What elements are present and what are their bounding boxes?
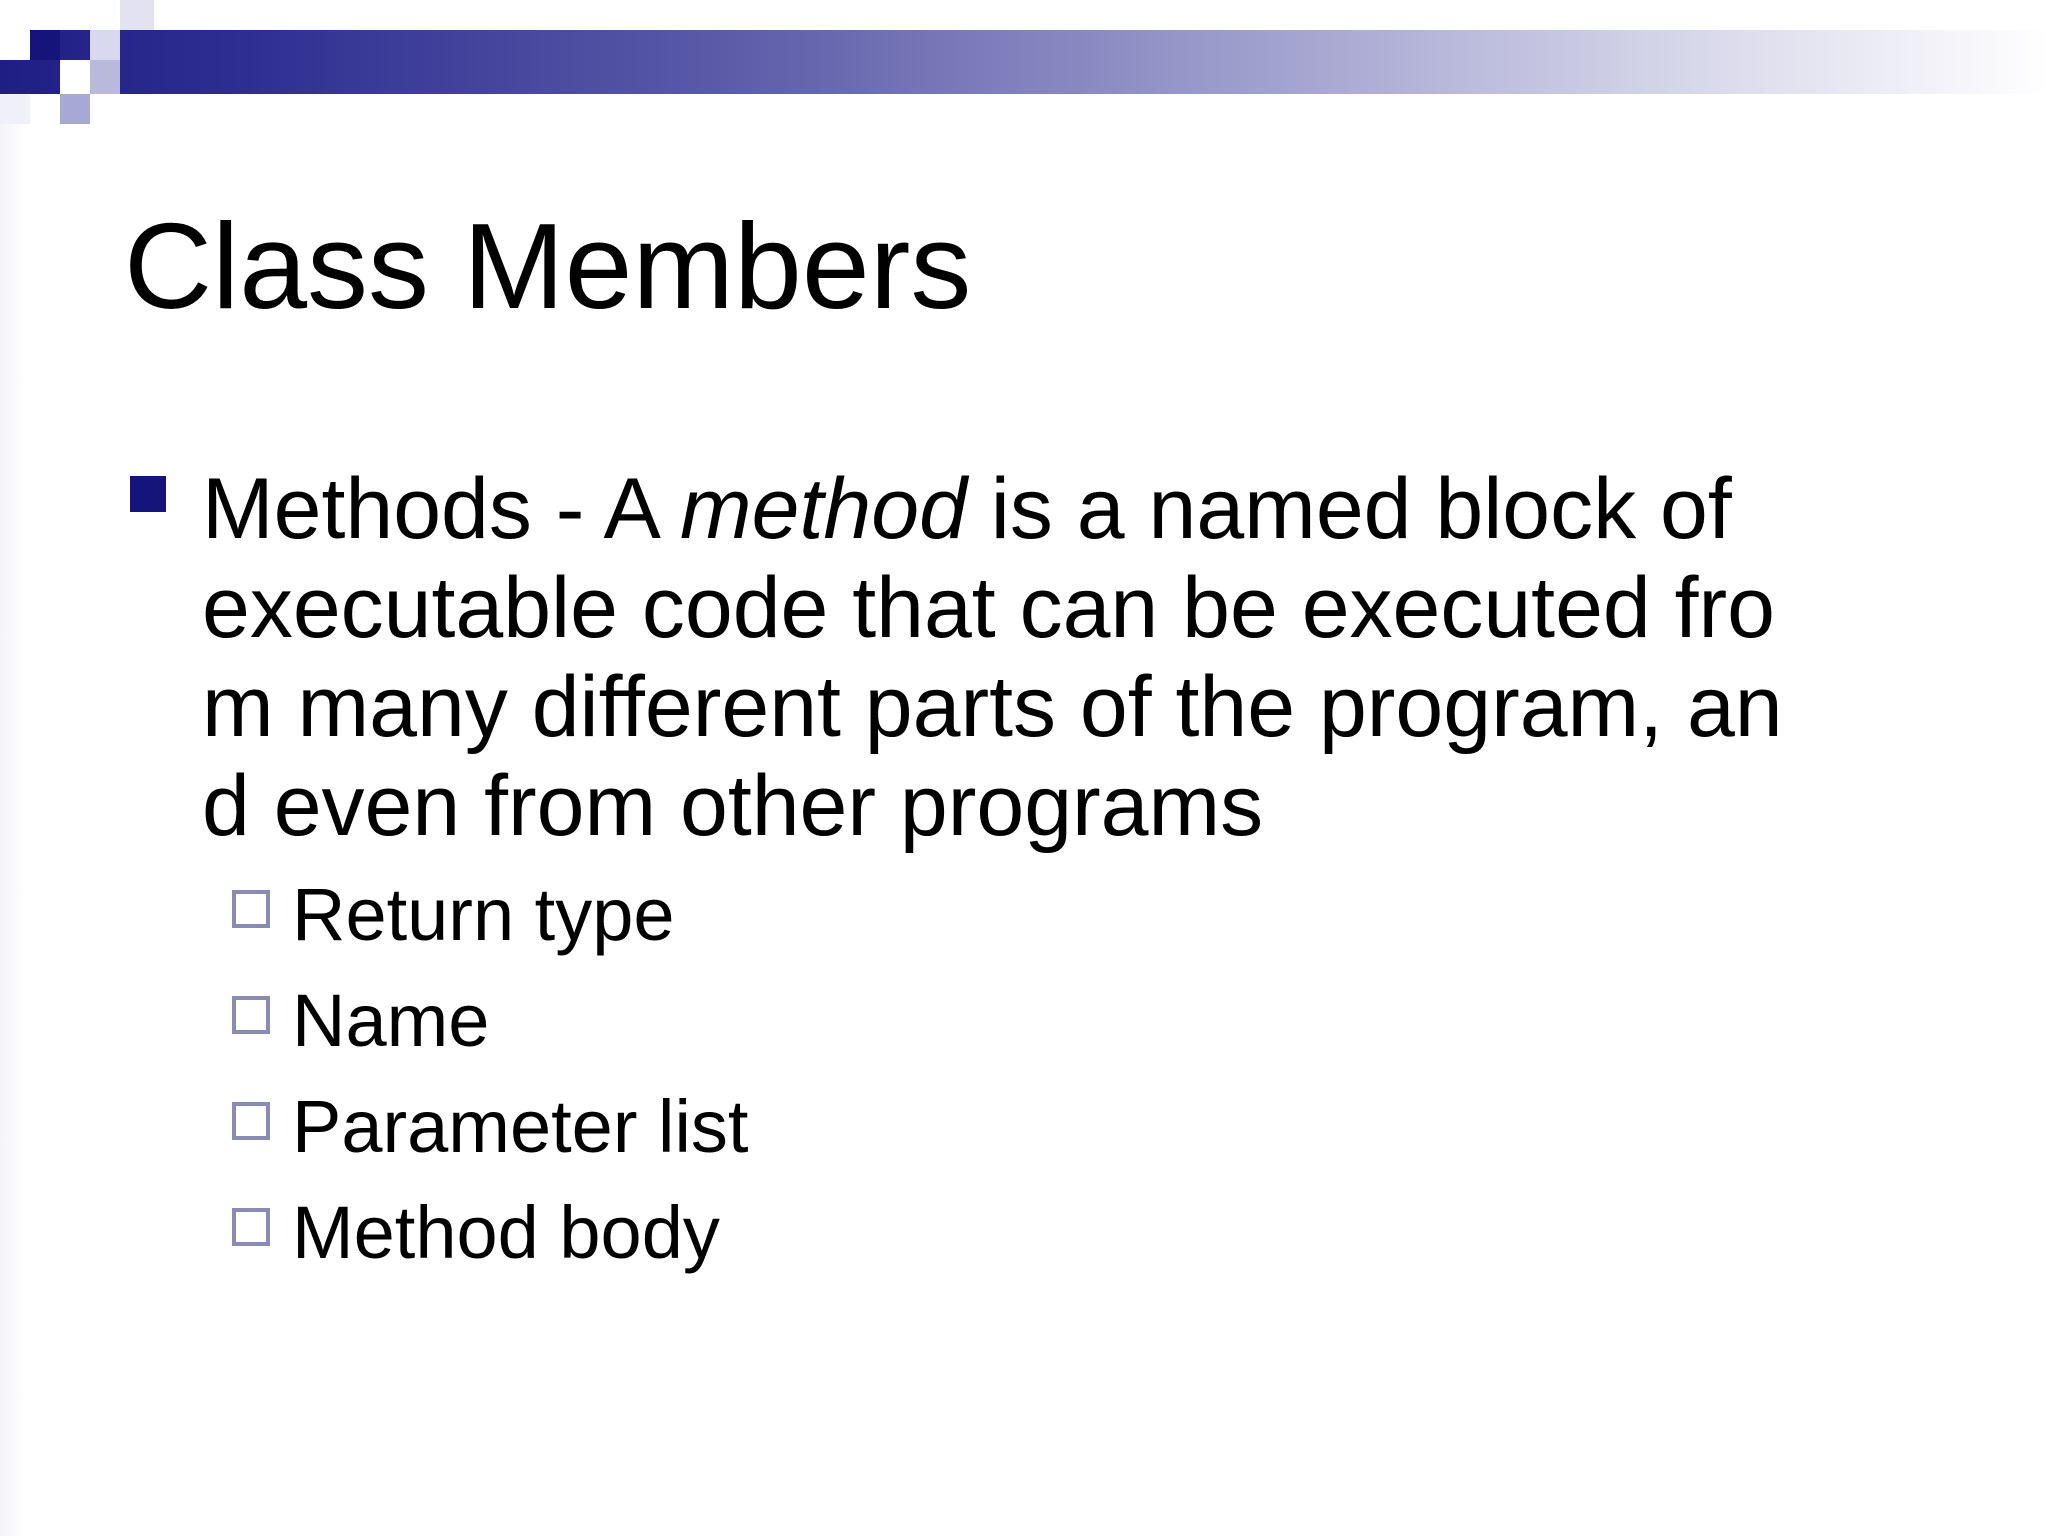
decorative-square bbox=[90, 30, 120, 60]
filled-square-bullet-icon bbox=[130, 476, 166, 512]
hollow-square-bullet-icon bbox=[232, 1102, 270, 1140]
bullet-line-1-start: Methods - A bbox=[202, 461, 681, 557]
left-edge-fade bbox=[0, 124, 28, 1536]
sub-bullet-label: Parameter list bbox=[292, 1085, 749, 1168]
decorative-square bbox=[0, 94, 30, 124]
slide-title: Class Members bbox=[124, 198, 972, 334]
header-gradient-bar bbox=[0, 30, 2048, 94]
bullet-line-3: m many different parts of the program, an bbox=[202, 659, 1783, 755]
decorative-square bbox=[60, 94, 90, 124]
bullet-emphasis: method bbox=[680, 461, 967, 557]
bullet-line-2: executable code that can be executed fro bbox=[202, 560, 1775, 656]
decorative-square bbox=[120, 0, 154, 30]
main-bullet-text bbox=[202, 460, 1902, 856]
sub-bullet-label: Name bbox=[292, 979, 490, 1062]
decorative-square bbox=[0, 0, 30, 30]
hollow-square-bullet-icon bbox=[232, 890, 270, 928]
decorative-square bbox=[30, 30, 60, 60]
bullet-line-4: d even from other programs bbox=[202, 758, 1264, 854]
sub-bullet-label: Return type bbox=[292, 873, 675, 956]
hollow-square-bullet-icon bbox=[232, 996, 270, 1034]
hollow-square-bullet-icon bbox=[232, 1208, 270, 1246]
decorative-square bbox=[90, 60, 120, 94]
decorative-square bbox=[30, 94, 60, 124]
decorative-square bbox=[0, 30, 30, 60]
decorative-square bbox=[60, 60, 90, 94]
bullet-line-1-end: is a named block of bbox=[966, 461, 1732, 557]
bullet-line-1 bbox=[202, 460, 1902, 559]
sub-bullet-label: Method body bbox=[292, 1191, 720, 1274]
